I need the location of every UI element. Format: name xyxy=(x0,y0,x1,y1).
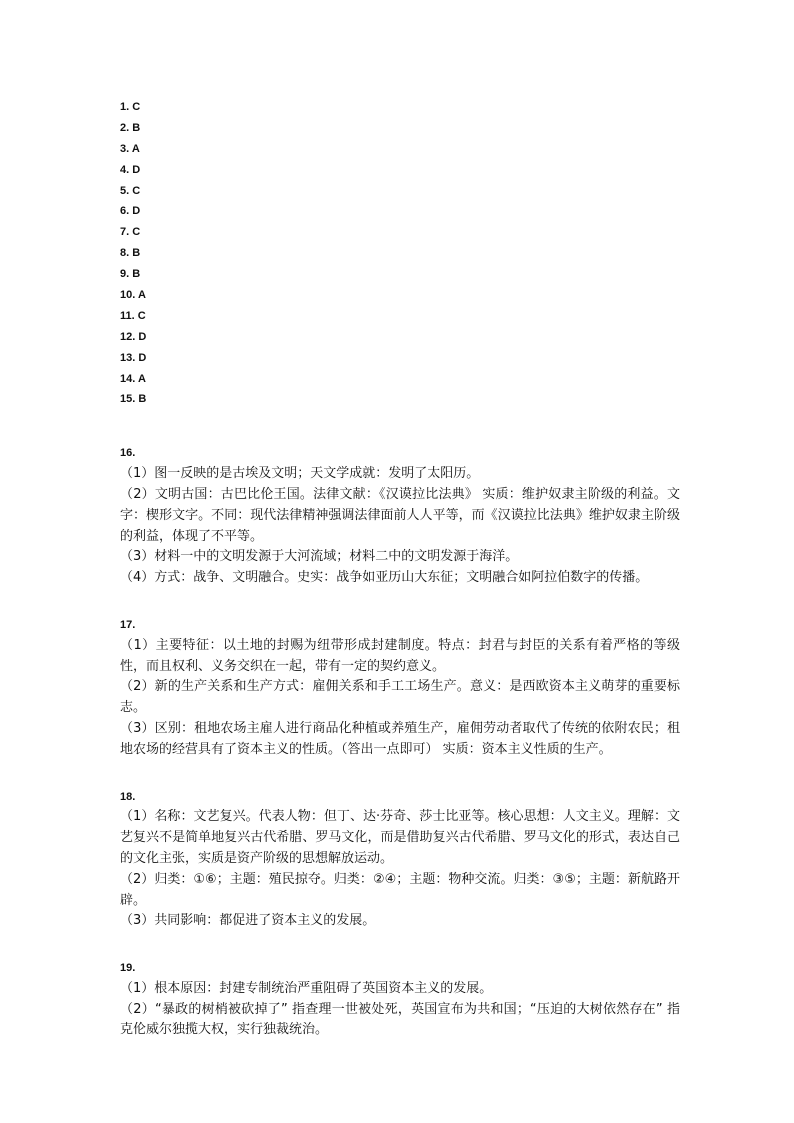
question-number: 18. xyxy=(120,790,136,803)
mc-letter: B xyxy=(132,268,141,281)
mc-answer-item xyxy=(120,97,680,118)
question-number: 17. xyxy=(120,618,136,631)
mc-number: 13. xyxy=(120,351,136,364)
question-part: （2）文明古国：古巴比伦王国。法律文献：《汉谟拉比法典》 实质：维护奴隶主阶级的利益。文字：楔形文字。不同：现代法律精神强调法律面前人人平等，而《汉谟拉比法典》维护奴隶主阶级的利益，体现了不平等。 xyxy=(120,486,680,544)
answer-key xyxy=(120,97,680,1041)
mc-answer-item xyxy=(120,306,680,327)
question-part: （3）材料一中的文明发源于大河流域；材料二中的文明发源于海洋。 xyxy=(120,549,519,565)
question-part: （3）区别：租地农场主雇人进行商品化种植或养殖生产，雇佣劳动者取代了传统的依附农民；租地农场的经营具有了资本主义的性质。（答出一点即可） 实质：资本主义性质的生产。 xyxy=(120,720,680,757)
mc-number: 5. xyxy=(120,184,130,197)
question-part: （2）“暴政的树梢被砍掉了” 指查理一世被处死，英国宣布为共和国；“压迫的大树依然存在” 指克伦威尔独揽大权，实行独裁统治。 xyxy=(120,1001,680,1038)
multiple-choice-answers xyxy=(120,97,680,410)
mc-answer-item xyxy=(120,327,680,348)
question-part: （4）方式：战争、文明融合。史实：战争如亚历山大东征；文明融合如阿拉伯数字的传播。 xyxy=(120,570,649,586)
mc-number: 7. xyxy=(120,226,130,239)
mc-letter: A xyxy=(137,289,146,302)
mc-answer-item xyxy=(120,118,680,139)
mc-number: 8. xyxy=(120,247,130,260)
mc-letter: D xyxy=(138,330,147,343)
mc-number: 15. xyxy=(120,393,136,406)
mc-letter: D xyxy=(132,205,141,218)
mc-answer-item xyxy=(120,369,680,390)
mc-letter: A xyxy=(137,372,146,385)
question-part: （2）归类：①⑥；主题：殖民掠夺。归类：②④；主题：物种交流。归类：③⑤；主题：新航路开辟。 xyxy=(120,871,680,908)
mc-letter: B xyxy=(132,121,141,134)
mc-letter: C xyxy=(132,184,141,197)
mc-answer-item xyxy=(120,285,680,306)
mc-answer-item xyxy=(120,222,680,243)
mc-letter: D xyxy=(138,351,147,364)
mc-letter: A xyxy=(131,142,140,155)
mc-letter: C xyxy=(132,226,141,239)
question-part: （1）图一反映的是古埃及文明；天文学成就：发明了太阳历。 xyxy=(120,466,480,482)
mc-answer-item xyxy=(120,264,680,285)
mc-number: 14. xyxy=(120,372,136,385)
question-block xyxy=(120,443,680,589)
mc-letter: B xyxy=(138,393,147,406)
mc-answer-item xyxy=(120,181,680,202)
mc-number: 9. xyxy=(120,268,130,281)
mc-number: 2. xyxy=(120,121,130,134)
mc-number: 10. xyxy=(120,289,136,302)
question-part: （2）新的生产关系和生产方式：雇佣关系和手工工场生产。意义：是西欧资本主义萌芽的重要标志。 xyxy=(120,679,680,716)
mc-number: 11. xyxy=(120,309,135,322)
question-part: （3）共同影响：都促进了资本主义的发展。 xyxy=(120,913,376,929)
mc-number: 6. xyxy=(120,205,130,218)
question-part: （1）主要特征：以土地的封赐为纽带形成封建制度。特点：封君与封臣的关系有着严格的等级性，而且权利、义务交织在一起，带有一定的契约意义。 xyxy=(120,637,680,674)
open-questions xyxy=(120,443,680,1041)
mc-answer-item xyxy=(120,243,680,264)
question-block xyxy=(120,958,680,1041)
question-block xyxy=(120,787,680,933)
mc-answer-item xyxy=(120,139,680,160)
mc-answer-item xyxy=(120,201,680,222)
mc-answer-item xyxy=(120,348,680,369)
question-number: 16. xyxy=(120,447,136,460)
mc-answer-item xyxy=(120,160,680,181)
mc-letter: C xyxy=(137,309,146,322)
mc-letter: B xyxy=(132,247,141,260)
mc-answer-item xyxy=(120,389,680,410)
question-block xyxy=(120,615,680,761)
mc-number: 3. xyxy=(120,142,130,155)
question-number: 19. xyxy=(120,962,136,975)
mc-number: 4. xyxy=(120,163,130,176)
mc-number: 1. xyxy=(120,101,130,113)
question-part: （1）根本原因：封建专制统治严重阻碍了英国资本主义的发展。 xyxy=(120,980,493,996)
mc-letter: D xyxy=(132,163,141,176)
mc-letter: C xyxy=(132,101,141,113)
mc-number: 12. xyxy=(120,330,136,343)
question-part: （1）名称：文艺复兴。代表人物：但丁、达·芬奇、莎士比亚等。核心思想：人文主义。理解：文艺复兴不是简单地复兴古代希腊、罗马文化，而是借助复兴古代希腊、罗马文化的形式，表达自己的文化主张，实质是资产阶级的思想解放运动。 xyxy=(120,809,680,866)
